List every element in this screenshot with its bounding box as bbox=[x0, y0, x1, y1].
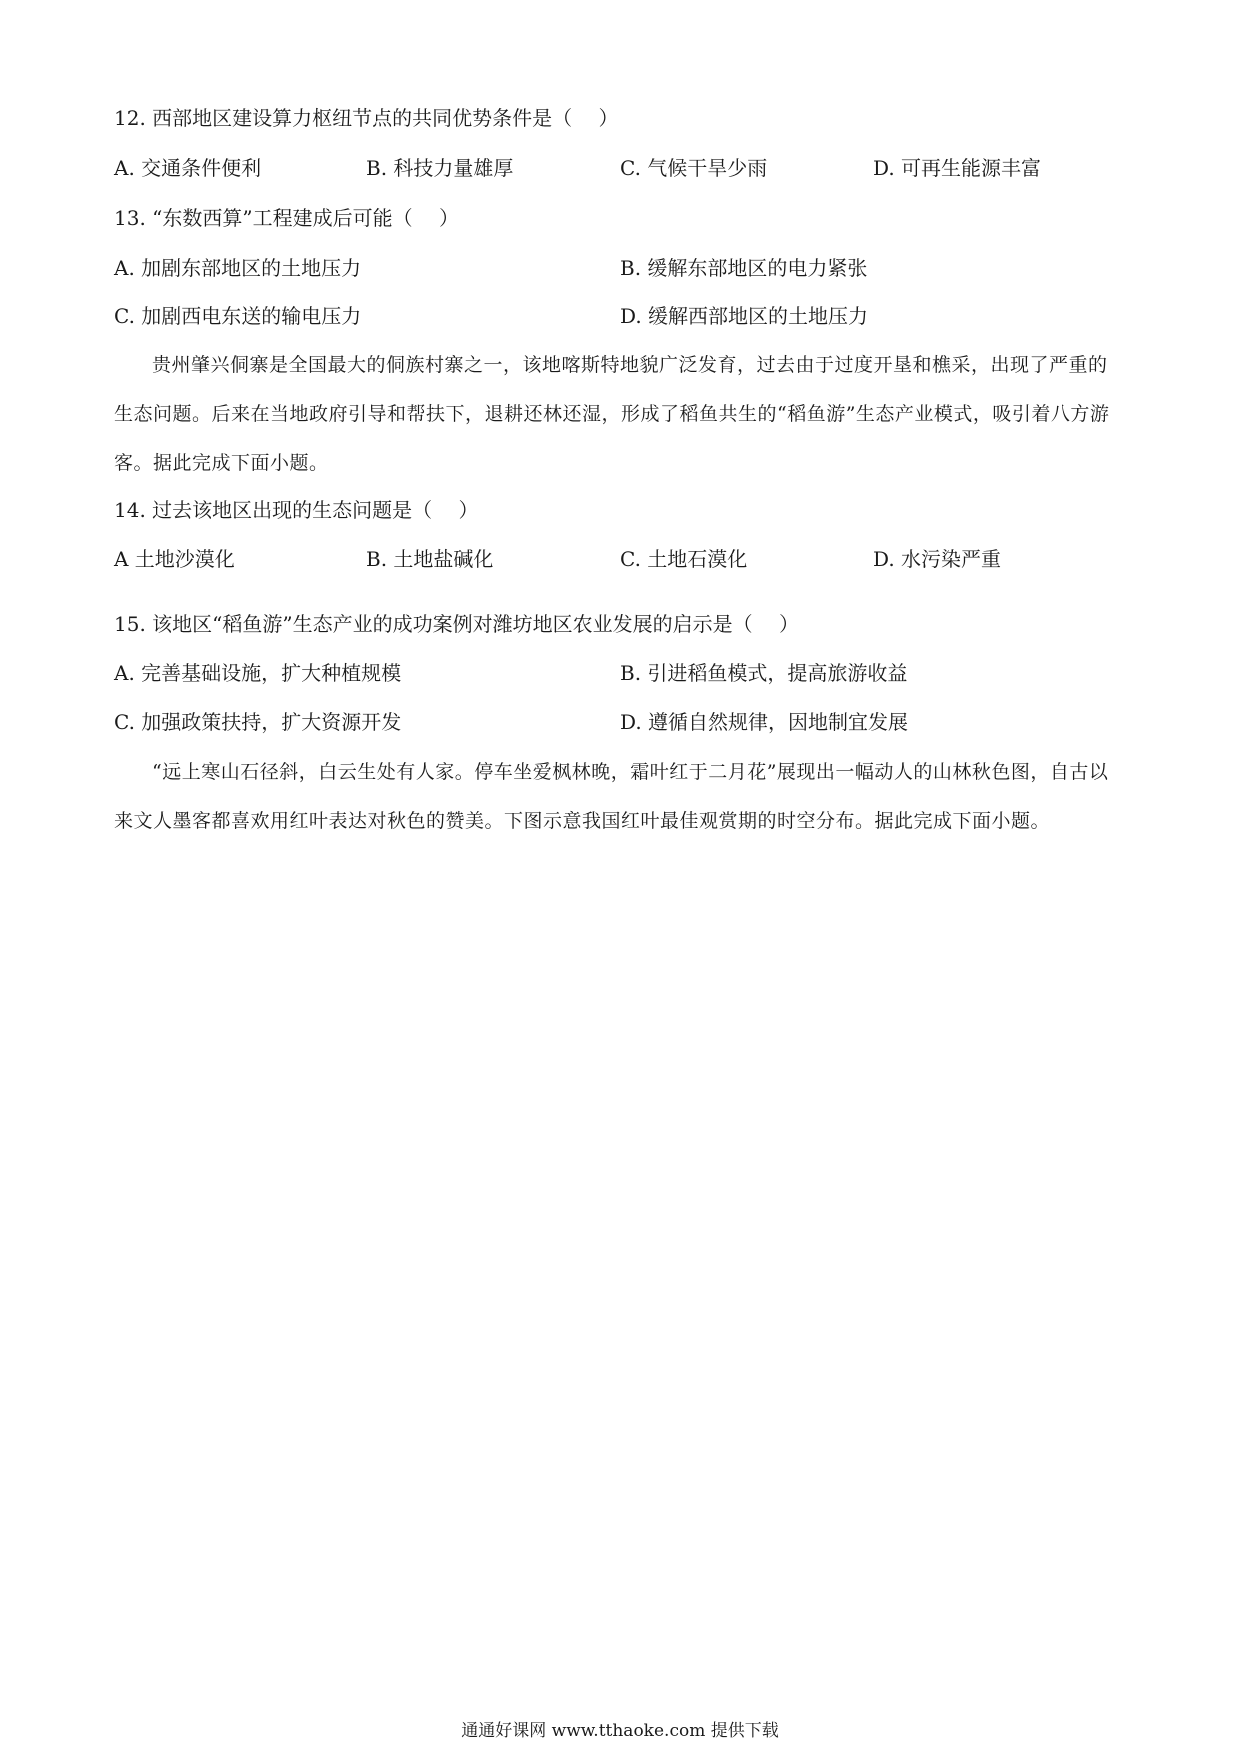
q14-option-c: C. 土地石漠化 bbox=[620, 547, 748, 571]
question-13-stem: 13. “东数西算”工程建成后可能（ ） bbox=[114, 206, 459, 230]
question-15-stem: 15. 该地区“稻鱼游”生态产业的成功案例对潍坊地区农业发展的启示是（ ） bbox=[114, 612, 799, 636]
q12-option-b: B. 科技力量雄厚 bbox=[366, 156, 514, 180]
q12-option-a: A. 交通条件便利 bbox=[114, 156, 262, 180]
q12-option-c: C. 气候干旱少雨 bbox=[620, 156, 768, 180]
question-14-stem: 14. 过去该地区出现的生态问题是（ ） bbox=[114, 498, 479, 522]
q15-option-c: C. 加强政策扶持，扩大资源开发 bbox=[114, 710, 402, 734]
q13-option-d: D. 缓解西部地区的土地压力 bbox=[620, 304, 869, 328]
reading-passage-2: “远上寒山石径斜，白云生处有人家。停车坐爱枫林晚，霜叶红于二月花”展现出一幅动人的山林秋色图，自古以来文人墨客都喜欢用红叶表达对秋色的赞美。下图示意我国红叶最佳观赏期的时空分布。据此完成下面小题。 bbox=[114, 761, 1109, 832]
q13-option-c: C. 加剧西电东送的输电压力 bbox=[114, 304, 362, 328]
q14-option-b: B. 土地盐碱化 bbox=[366, 547, 494, 571]
q15-option-d: D. 遵循自然规律，因地制宜发展 bbox=[620, 710, 909, 734]
q13-option-a: A. 加剧东部地区的土地压力 bbox=[114, 256, 362, 280]
q14-option-a: A 土地沙漠化 bbox=[114, 547, 235, 571]
reading-passage-1: 贵州肇兴侗寨是全国最大的侗族村寨之一，该地喀斯特地貌广泛发育，过去由于过度开垦和樵采，出现了严重的生态问题。后来在当地政府引导和帮扶下，退耕还林还湿，形成了稻鱼共生的“稻鱼游”生态产业模式，吸引着八方游客。据此完成下面小题。 bbox=[114, 354, 1110, 474]
page-footer: 通通好课网 www.tthaoke.com 提供下载 bbox=[461, 1721, 779, 1741]
question-12-stem: 12. 西部地区建设算力枢纽节点的共同优势条件是（ ） bbox=[114, 106, 619, 130]
q15-option-a: A. 完善基础设施，扩大种植规模 bbox=[114, 661, 402, 685]
q15-option-b: B. 引进稻鱼模式，提高旅游收益 bbox=[620, 661, 908, 685]
q13-option-b: B. 缓解东部地区的电力紧张 bbox=[620, 256, 868, 280]
q12-option-d: D. 可再生能源丰富 bbox=[873, 156, 1042, 180]
q14-option-d: D. 水污染严重 bbox=[873, 547, 1002, 571]
